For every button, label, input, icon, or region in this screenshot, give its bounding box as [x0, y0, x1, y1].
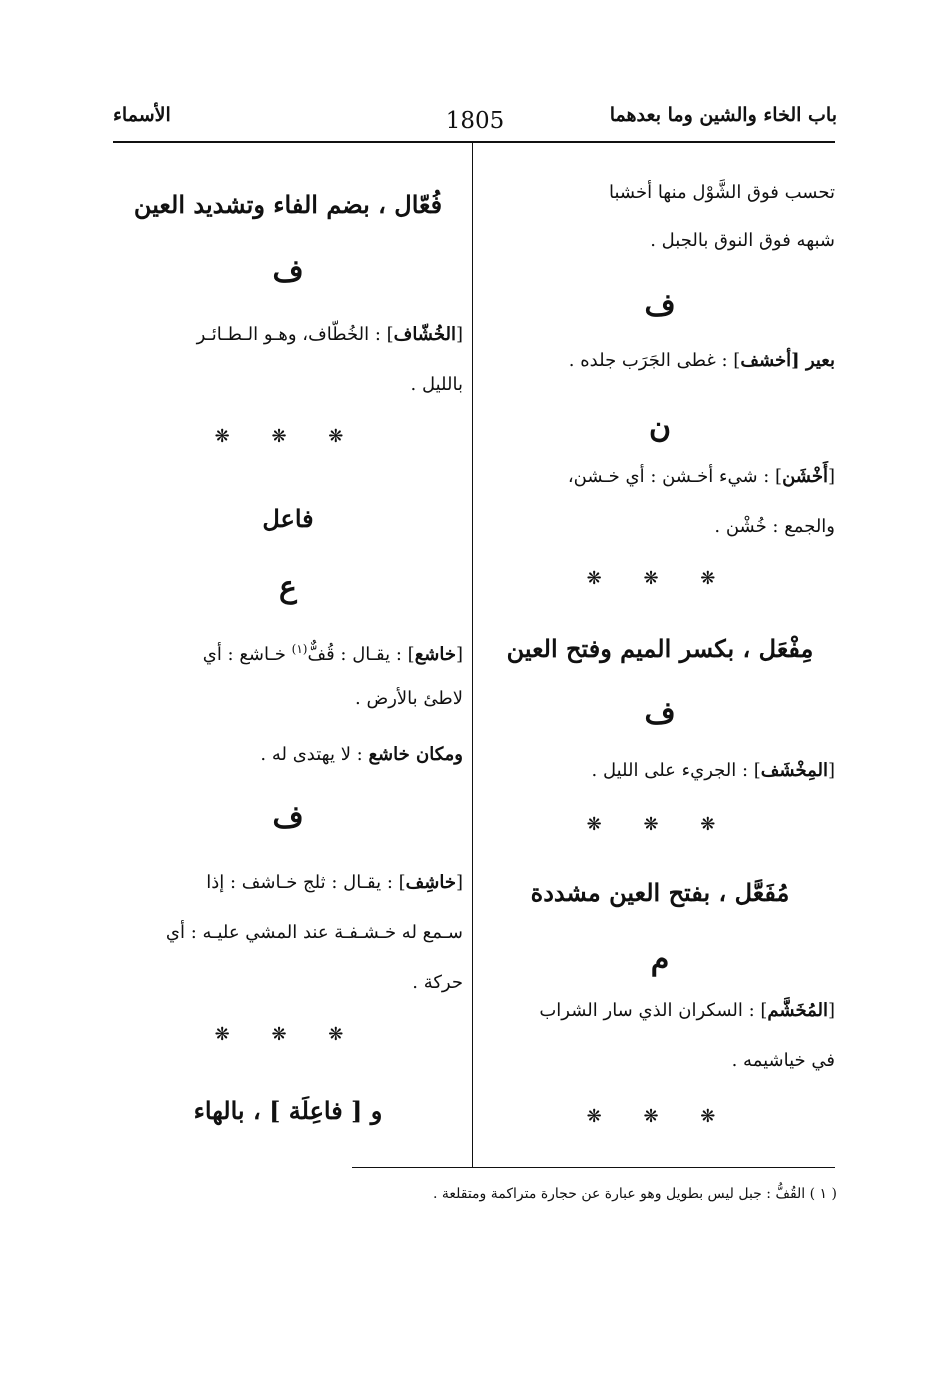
section-heading: مِفْعَل ، بكسر الميم وفتح العين	[506, 634, 814, 663]
entry-mukhashsham: [المُخَشَّم] : السكران الذي سار الشراب	[539, 1000, 835, 1021]
section-heading: فُعّال ، بضم الفاء وتشديد العين	[133, 190, 443, 219]
letter-heading: ن	[648, 410, 672, 445]
verse-line: شبهه فوق النوق بالجبل .	[650, 230, 835, 251]
entry-khashif-cont: سـمع له خـشـفـة عند المشي عليـه : أي	[165, 922, 463, 943]
section-heading: مُفَعَّل ، بفتح العين مشددة	[530, 878, 790, 907]
entry-akhshan: [أَخْشَن] : شيء أخـشن : أي خـشن،	[567, 466, 835, 487]
letter-heading: ف	[644, 288, 676, 323]
section-separator: ❋ ❋ ❋	[214, 1024, 362, 1045]
letter-heading: ف	[272, 254, 304, 289]
header-left: الأسماء	[113, 104, 171, 126]
page-number: 1805	[445, 108, 505, 134]
entry-khashi-cont: لاطئ بالأرض .	[355, 688, 463, 709]
entry-makan: ومكان خاشع : لا يهتدى له .	[260, 744, 463, 765]
column-divider	[472, 143, 473, 1167]
footnote-ref: (١)	[291, 642, 308, 656]
entry-mikhshaf: [المِخْشَف] : الجريء على الليل .	[591, 760, 835, 781]
letter-heading: ف	[272, 800, 304, 835]
entry-akhshaf: بعير [أخشف] : غطى الجَرَب جلده .	[568, 350, 835, 371]
section-heading: فاعل	[262, 504, 314, 533]
entry-khashif: [خاشِف] : يقـال : ثلج خـاشف : إذا	[206, 872, 463, 893]
footnote-rule	[352, 1167, 835, 1168]
section-heading: و [ فاعِلَة ] ، بالهاء	[193, 1096, 383, 1125]
header-right: باب الخاء والشين وما بعدهما	[609, 104, 837, 126]
section-separator: ❋ ❋ ❋	[214, 426, 362, 447]
entry-mukhashsham-cont: في خياشيمه .	[731, 1050, 835, 1071]
entry-khushaf-cont: بالليل .	[410, 374, 463, 395]
entry-khashif-cont: حركة .	[412, 972, 463, 993]
letter-heading: م	[650, 942, 670, 977]
letter-heading: ع	[279, 570, 297, 605]
letter-heading: ف	[644, 696, 676, 731]
entry-khushaf: [الخُشّاف] : الخُطّاف، وهـو الـطـائـر	[196, 324, 463, 345]
entry-akhshan-cont: والجمع : خُشْن .	[714, 516, 835, 537]
section-separator: ❋ ❋ ❋	[586, 1106, 734, 1127]
entry-khashi: [خاشع] : يقـال : قُفٌّ$^{(١)}$ خـاشع : أي	[202, 642, 463, 665]
verse-line: تحسب فوق الشَّوْل منها أخشبا	[609, 182, 835, 203]
section-separator: ❋ ❋ ❋	[586, 568, 734, 589]
section-separator: ❋ ❋ ❋	[586, 814, 734, 835]
header-rule	[113, 141, 835, 143]
footnote: ( ١ ) القُفُّ : جبل ليس بطويل وهو عبارة عن حجارة متراكمة ومتقلعة .	[432, 1186, 837, 1202]
